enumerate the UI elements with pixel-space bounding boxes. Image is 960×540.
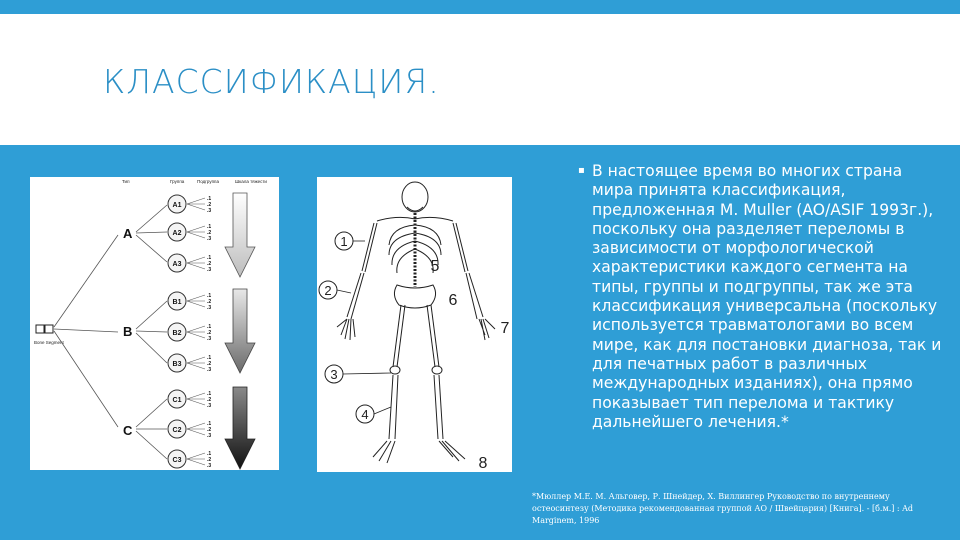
type-b: B	[123, 324, 133, 339]
subgroup-line	[187, 399, 205, 405]
right-femur	[427, 305, 435, 367]
subgroup-label: .3	[207, 367, 212, 373]
right-humerus	[453, 223, 465, 272]
subgroup-label: .3	[207, 336, 212, 342]
subgroup-line	[187, 332, 205, 338]
bullet-icon: ▪	[578, 165, 585, 176]
subgroup-label: .1	[207, 196, 212, 202]
callout-1: 1	[340, 234, 348, 249]
header-group: Группа	[170, 179, 185, 184]
group-b1: B1	[172, 299, 182, 306]
group-b2: B2	[172, 330, 182, 337]
subgroup-line	[187, 257, 205, 263]
subgroup-label: .2	[207, 457, 212, 463]
subgroup-line	[187, 357, 205, 363]
group-c3: C3	[172, 457, 182, 464]
skeleton-svg	[317, 177, 512, 472]
subgroup-line	[187, 198, 205, 204]
header-subgroup: Подгруппа	[197, 179, 219, 184]
group-b3: B3	[172, 361, 182, 368]
subgroup-line	[187, 429, 205, 435]
body-text: В настоящее время во многих страна мира принята классификация, предложенная M. Muller (AO/ASIF 1993г.), поскольку она разделяет переломы в зависимости от морфологической характеристики каждого сегмента на типы, группы и подгруппы, так же эта классификация универсальна (поскольку используется травматологами во всем мире, как для постановки диагноза, так и для печатных работ в различных международных изданиях), она прямо показывает тип перелома и тактику дальнейшего лечения.*	[592, 162, 942, 431]
subgroup-line	[187, 263, 205, 269]
severity-arrow-mild	[225, 193, 255, 277]
subgroup-label: .2	[207, 261, 212, 267]
left-humerus	[365, 223, 377, 272]
severity-arrow-moderate	[225, 289, 255, 373]
callout-3: 3	[330, 367, 338, 382]
subgroup-line	[187, 423, 205, 429]
subgroup-line	[187, 301, 205, 307]
slide-title: КЛАССИФИКАЦИЯ.	[103, 62, 440, 101]
severity-arrow-severe	[225, 387, 255, 469]
group-a3: A3	[172, 261, 182, 268]
subgroup-label: .3	[207, 463, 212, 469]
callout-4: 4	[361, 407, 369, 422]
subgroup-label: .2	[207, 330, 212, 336]
subgroup-label: .1	[207, 391, 212, 397]
group-c2: C2	[172, 427, 182, 434]
callout-6: 6	[448, 292, 458, 309]
bone-segment-label: Bone Segment	[34, 340, 64, 345]
left-hand	[337, 319, 355, 340]
callout-8: 8	[478, 455, 488, 472]
subgroup-label: .1	[207, 293, 212, 299]
right-tibia	[434, 375, 443, 439]
group-c1: C1	[172, 397, 182, 404]
subgroup-line	[187, 459, 205, 465]
subgroup-label: .2	[207, 427, 212, 433]
left-foot	[373, 441, 395, 463]
subgroup-label: .2	[207, 397, 212, 403]
left-forearm	[351, 273, 364, 319]
header-severity: Шкала тяжести	[235, 179, 267, 184]
type-a: A	[123, 226, 133, 241]
subgroup-label: .2	[207, 361, 212, 367]
subgroup-label: .2	[207, 299, 212, 305]
callout-7: 7	[500, 320, 510, 337]
left-knee	[390, 366, 400, 374]
subgroup-line	[187, 393, 205, 399]
type-c: C	[123, 423, 133, 438]
subgroup-line	[187, 295, 205, 301]
subgroup-line	[187, 363, 205, 369]
bone-segment-box-right	[45, 325, 53, 333]
subgroup-line	[187, 226, 205, 232]
right-foot	[439, 441, 465, 461]
group-a1: A1	[172, 202, 182, 209]
subgroup-label: .3	[207, 403, 212, 409]
subgroup-label: .1	[207, 224, 212, 230]
right-knee	[432, 366, 442, 374]
subgroup-label: .1	[207, 451, 212, 457]
subgroup-line	[187, 204, 205, 210]
subgroup-label: .3	[207, 236, 212, 242]
bone-segment-box-left	[36, 325, 44, 333]
subgroup-label: .3	[207, 208, 212, 214]
footnote: *Мюллер М.Е. М. Альговер, Р. Шнейдер, Х. Виллингер Руководство по внутреннему остеосинтезу (Методика рекомендованная группой АО / Швейцария) [Книга]. - [б.м.] : Ad Marginem, 1996	[532, 492, 914, 525]
subgroup-fans	[187, 196, 211, 469]
subgroup-label: .2	[207, 230, 212, 236]
pelvis	[394, 285, 435, 308]
group-a2: A2	[172, 230, 182, 237]
right-hand	[479, 319, 495, 340]
left-femur	[393, 305, 401, 367]
skeleton-diagram	[317, 177, 512, 472]
subgroup-label: .3	[207, 433, 212, 439]
top-accent-strip	[0, 0, 960, 14]
header-type: Тип	[122, 179, 130, 184]
callout-5: 5	[430, 258, 440, 275]
subgroup-line	[187, 453, 205, 459]
subgroup-label: .2	[207, 202, 212, 208]
subgroup-label: .1	[207, 324, 212, 330]
subgroup-label: .1	[207, 421, 212, 427]
subgroup-label: .1	[207, 355, 212, 361]
callout-2: 2	[324, 283, 332, 298]
subgroup-line	[187, 326, 205, 332]
classification-diagram-svg	[30, 177, 279, 470]
subgroup-label: .3	[207, 305, 212, 311]
subgroup-label: .1	[207, 255, 212, 261]
subgroup-line	[187, 232, 205, 238]
skull	[402, 182, 428, 212]
classification-diagram	[30, 177, 279, 470]
subgroup-label: .3	[207, 267, 212, 273]
body-text-block	[575, 162, 945, 432]
